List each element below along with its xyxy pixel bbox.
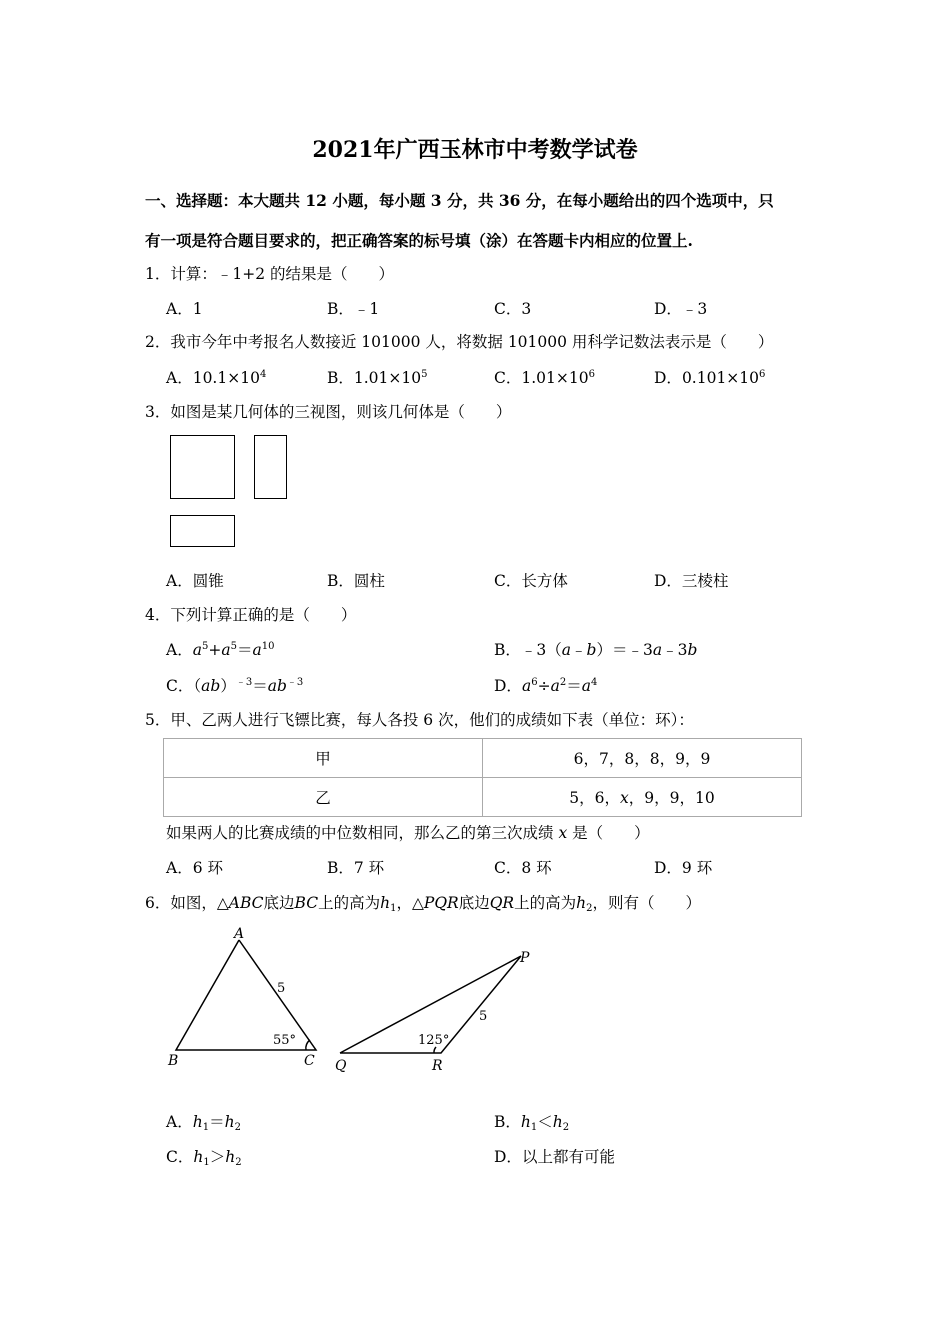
q1-option-d: D．﹣3 xyxy=(654,300,708,318)
label-vertex-p: P xyxy=(520,950,530,966)
q4-option-a: A．$a^5+a^5=a^{10}$ xyxy=(166,641,275,659)
label-vertex-a: A xyxy=(234,926,245,942)
question-3-stem: 3．如图是某几何体的三视图，则该几何体是（ ） xyxy=(145,403,512,421)
q3-option-a: A．圆锥 xyxy=(166,572,224,590)
question-5-stem: 5．甲、乙两人进行飞镖比赛，每人各投 6 次，他们的成绩如下表（单位：环）： xyxy=(145,711,694,729)
question-2-stem: 2．我市今年中考报名人数接近 101000 人，将数据 101000 用科学记数法表示是（ ） xyxy=(145,333,774,351)
question-4-stem: 4．下列计算正确的是（ ） xyxy=(145,606,357,624)
label-vertex-b: B xyxy=(168,1053,179,1069)
label-angle-c: 55° xyxy=(273,1033,297,1048)
q5-option-a: A．6 环 xyxy=(166,859,223,877)
question-6-stem: 6．如图，△ABC底边BC上的高为$h_1$，△PQR底边QR上的高为$h_2$，则有（ ） xyxy=(145,894,701,914)
q2-option-b: B．$1.01\times 10^5$ xyxy=(327,369,428,387)
label-angle-r: 125° xyxy=(418,1033,450,1048)
q5-option-c: C．8 环 xyxy=(494,859,552,877)
label-side-pr: 5 xyxy=(479,1009,488,1024)
q6-option-a: A．$h_1=h_2$ xyxy=(166,1113,241,1133)
q4-option-d: D．$a^6\div a^2=a^4$ xyxy=(494,677,598,695)
q6-option-c: C．$h_1>h_2$ xyxy=(166,1148,242,1168)
q2-option-d: D．$0.101\times 10^6$ xyxy=(654,369,766,387)
q4-option-b: B．﹣3（a﹣b）＝﹣3a﹣3b xyxy=(494,641,698,659)
q2-option-c: C．$1.01\times 10^6$ xyxy=(494,369,595,387)
q3-option-c: C．长方体 xyxy=(494,572,568,590)
label-vertex-r: R xyxy=(432,1058,443,1074)
player-name-yi: 乙 xyxy=(164,778,483,817)
section-heading-line1: 一、选择题：本大题共 12 小题，每小题 3 分，共 36 分，在每小题给出的四个选项中，只 xyxy=(145,191,774,210)
player-scores-jia: 6，7，8，8，9，9 xyxy=(483,739,802,778)
q6-option-d: D．以上都有可能 xyxy=(494,1148,615,1166)
q5-option-d: D．9 环 xyxy=(654,859,713,877)
top-view-rectangle xyxy=(170,515,235,547)
q1-option-a: A．1 xyxy=(166,300,203,318)
q5-option-b: B．7 环 xyxy=(327,859,385,877)
question-1-stem: 1．计算：﹣1+2 的结果是（ ） xyxy=(145,265,395,283)
q6-option-b: B．$h_1<h_2$ xyxy=(494,1113,570,1133)
question-5-followup: 如果两人的比赛成绩的中位数相同，那么乙的第三次成绩 x 是（ ） xyxy=(166,824,650,842)
label-side-ac: 5 xyxy=(277,981,286,996)
q1-option-b: B．﹣1 xyxy=(327,300,380,318)
player-name-jia: 甲 xyxy=(164,739,483,778)
q1-option-c: C．3 xyxy=(494,300,532,318)
player-scores-yi: 5，6，x，9，9，10 xyxy=(483,778,802,817)
section-heading-line2: 有一项是符合题目要求的，把正确答案的标号填（涂）在答题卡内相应的位置上. xyxy=(145,231,693,250)
q2-option-a: A．$10.1\times 10^4$ xyxy=(166,369,267,387)
score-table xyxy=(163,738,802,817)
label-vertex-c: C xyxy=(304,1053,315,1069)
triangles-figure xyxy=(160,920,560,1080)
q3-option-d: D．三棱柱 xyxy=(654,572,729,590)
table-row xyxy=(164,739,802,778)
label-vertex-q: Q xyxy=(335,1058,347,1074)
page-title: 2021年广西玉林市中考数学试卷 xyxy=(312,137,638,163)
side-view-rectangle xyxy=(254,435,287,499)
table-row xyxy=(164,778,802,817)
q4-option-c: C．$(ab)^{﹣3}=ab^{﹣3}$ xyxy=(166,677,304,695)
q3-option-b: B．圆柱 xyxy=(327,572,385,590)
front-view-square xyxy=(170,435,235,499)
